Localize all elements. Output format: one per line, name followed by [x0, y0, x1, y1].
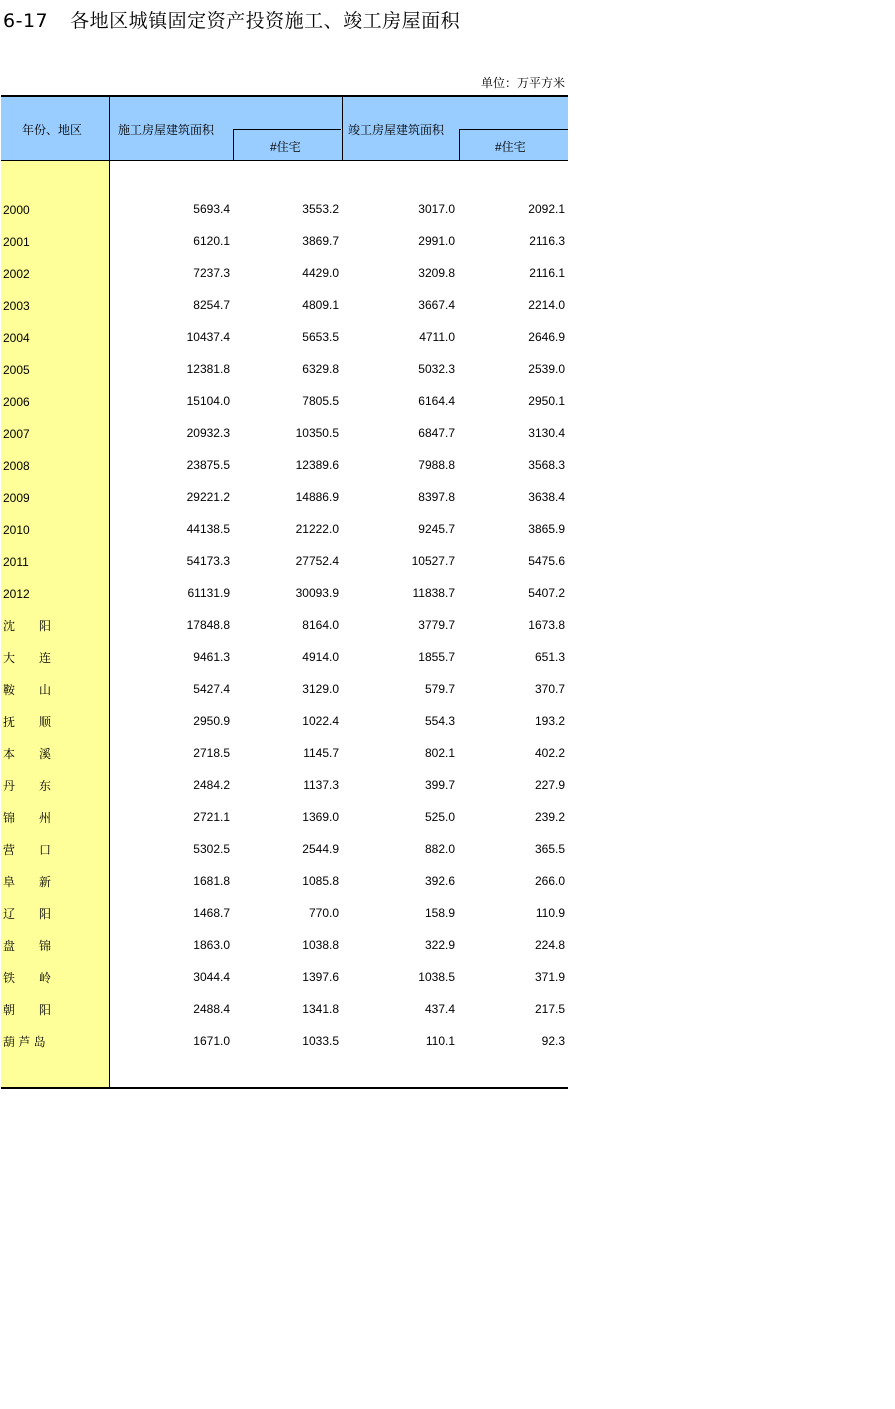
row-value-v2: 27752.4	[295, 554, 339, 568]
row-value-v3: 579.7	[424, 682, 455, 696]
row-value-v3: 8397.8	[418, 490, 455, 504]
row-value-v1: 2488.4	[193, 1002, 230, 1016]
table-title	[3, 6, 460, 33]
row-value-v3: 882.0	[424, 842, 455, 856]
row-value-v3: 525.0	[424, 810, 455, 824]
row-value-v3: 10527.7	[411, 554, 455, 568]
row-label: 2008	[3, 459, 30, 473]
row-value-v4: 2646.9	[528, 330, 565, 344]
row-value-v1: 3044.4	[193, 970, 230, 984]
row-value-v2: 7805.5	[302, 394, 339, 408]
row-value-v2: 4914.0	[302, 650, 339, 664]
row-label: 2005	[3, 363, 30, 377]
row-value-v2: 1145.7	[303, 746, 339, 760]
row-value-v4: 193.2	[534, 714, 565, 728]
row-label: 朝 阳	[3, 1003, 52, 1017]
row-value-v3: 399.7	[424, 778, 455, 792]
row-value-v1: 2721.1	[193, 810, 230, 824]
row-value-v2: 30093.9	[295, 586, 339, 600]
row-value-v1: 17848.8	[186, 618, 230, 632]
row-value-v3: 3209.8	[418, 266, 455, 280]
row-value-v2: 1038.8	[302, 938, 339, 952]
row-label: 2004	[3, 331, 30, 345]
row-label: 鞍 山	[3, 683, 52, 697]
row-value-v2: 5653.5	[302, 330, 339, 344]
row-value-v2: 770.0	[308, 906, 339, 920]
row-label: 抚 顺	[3, 715, 52, 729]
row-value-v4: 1673.8	[528, 618, 565, 632]
row-value-v3: 9245.7	[418, 522, 455, 536]
row-value-v1: 7237.3	[193, 266, 230, 280]
row-value-v3: 554.3	[424, 714, 455, 728]
table-number: 6-17	[3, 10, 49, 32]
unit-label: 单位：万平方米	[480, 76, 565, 90]
row-label: 2001	[3, 235, 30, 249]
row-value-v3: 1038.5	[418, 970, 455, 984]
table-title-text: 各地区城镇固定资产投资施工、竣工房屋面积	[70, 10, 461, 32]
row-value-v1: 1468.7	[193, 906, 230, 920]
row-label: 铁 岭	[3, 971, 52, 985]
row-value-v3: 3779.7	[418, 618, 455, 632]
row-value-v1: 61131.9	[187, 586, 230, 600]
row-value-v4: 3568.3	[528, 458, 565, 472]
row-value-v4: 266.0	[534, 874, 565, 888]
header-col1-sub: #住宅	[270, 140, 301, 154]
sub-header-rule-1	[233, 129, 341, 130]
row-value-v4: 2092.1	[528, 202, 565, 216]
row-value-v3: 110.1	[425, 1034, 455, 1048]
row-value-v2: 3129.0	[302, 682, 339, 696]
row-label: 辽 阳	[3, 907, 52, 921]
row-value-v3: 6164.4	[418, 394, 455, 408]
row-value-v2: 1085.8	[302, 874, 339, 888]
row-value-v4: 5407.2	[528, 586, 565, 600]
row-value-v4: 402.2	[534, 746, 565, 760]
row-label: 2006	[3, 395, 30, 409]
row-label: 2010	[3, 523, 30, 537]
row-value-v4: 3865.9	[528, 522, 565, 536]
row-value-v4: 92.3	[541, 1034, 565, 1048]
row-value-v2: 3869.7	[302, 234, 339, 248]
row-value-v4: 2539.0	[528, 362, 565, 376]
stub-divider	[109, 96, 110, 1088]
row-value-v3: 7988.8	[418, 458, 455, 472]
row-value-v1: 15104.0	[186, 394, 230, 408]
row-label: 锦 州	[3, 811, 52, 825]
row-label: 2002	[3, 267, 30, 281]
row-value-v3: 158.9	[424, 906, 455, 920]
header-stub: 年份、地区	[22, 123, 83, 137]
row-value-v3: 392.6	[424, 874, 455, 888]
header-col1: 施工房屋建筑面积	[118, 123, 215, 137]
row-value-v2: 12389.6	[295, 458, 339, 472]
row-value-v4: 5475.6	[528, 554, 565, 568]
row-value-v2: 10350.5	[295, 426, 339, 440]
row-value-v4: 3638.4	[528, 490, 565, 504]
row-value-v2: 1341.8	[302, 1002, 339, 1016]
sub-divider-1	[233, 129, 234, 160]
row-value-v3: 4711.0	[419, 330, 455, 344]
row-label: 丹 东	[3, 779, 52, 793]
row-value-v1: 29221.2	[186, 490, 230, 504]
sub-divider-2	[459, 129, 460, 160]
row-label: 2000	[3, 203, 30, 217]
row-label: 2007	[3, 427, 30, 441]
row-value-v1: 9461.3	[193, 650, 230, 664]
row-value-v3: 6847.7	[418, 426, 455, 440]
row-label: 2009	[3, 491, 30, 505]
row-label: 葫 芦 岛	[3, 1035, 46, 1049]
bottom-rule	[1, 1087, 568, 1089]
row-value-v1: 1681.8	[193, 874, 230, 888]
row-value-v3: 3667.4	[418, 298, 455, 312]
row-value-v3: 2991.0	[418, 234, 455, 248]
header-col2-sub: #住宅	[495, 140, 526, 154]
row-value-v4: 227.9	[534, 778, 565, 792]
row-value-v1: 54173.3	[186, 554, 230, 568]
row-value-v3: 1855.7	[418, 650, 455, 664]
header-bottom-rule	[1, 160, 568, 161]
row-value-v1: 2950.9	[193, 714, 230, 728]
row-value-v2: 21222.0	[295, 522, 339, 536]
row-value-v2: 1369.0	[302, 810, 339, 824]
row-label: 2011	[3, 555, 29, 569]
row-value-v2: 3553.2	[302, 202, 339, 216]
row-value-v1: 1863.0	[193, 938, 230, 952]
top-rule	[1, 95, 568, 97]
row-value-v3: 3017.0	[418, 202, 455, 216]
row-value-v4: 110.9	[535, 906, 565, 920]
row-value-v1: 8254.7	[193, 298, 230, 312]
row-value-v1: 10437.4	[186, 330, 230, 344]
sub-header-rule-2	[459, 129, 568, 130]
row-value-v1: 5693.4	[193, 202, 230, 216]
row-label: 2003	[3, 299, 30, 313]
row-value-v4: 370.7	[534, 682, 565, 696]
row-value-v1: 20932.3	[186, 426, 230, 440]
row-label: 盘 锦	[3, 939, 52, 953]
row-value-v2: 8164.0	[302, 618, 339, 632]
row-value-v4: 2116.3	[529, 234, 565, 248]
row-value-v1: 23875.5	[186, 458, 230, 472]
row-label: 营 口	[3, 843, 52, 857]
row-value-v4: 365.5	[534, 842, 565, 856]
row-value-v4: 3130.4	[528, 426, 565, 440]
row-value-v1: 5427.4	[193, 682, 230, 696]
row-value-v2: 4809.1	[302, 298, 339, 312]
row-value-v2: 1022.4	[302, 714, 339, 728]
row-value-v3: 437.4	[424, 1002, 455, 1016]
group-divider	[342, 96, 343, 160]
row-value-v4: 224.8	[534, 938, 565, 952]
row-value-v2: 6329.8	[302, 362, 339, 376]
row-value-v1: 12381.8	[186, 362, 230, 376]
row-value-v1: 2484.2	[193, 778, 230, 792]
row-label: 大 连	[3, 651, 52, 665]
row-value-v4: 371.9	[534, 970, 565, 984]
row-value-v1: 44138.5	[186, 522, 230, 536]
row-value-v3: 802.1	[424, 746, 455, 760]
row-value-v2: 4429.0	[302, 266, 339, 280]
row-value-v1: 1671.0	[193, 1034, 230, 1048]
row-label: 沈 阳	[3, 619, 52, 633]
row-value-v4: 2950.1	[528, 394, 565, 408]
row-value-v1: 2718.5	[193, 746, 230, 760]
row-value-v2: 1397.6	[302, 970, 339, 984]
row-value-v4: 2116.1	[529, 266, 565, 280]
row-value-v2: 2544.9	[302, 842, 339, 856]
row-value-v4: 651.3	[534, 650, 565, 664]
row-label: 本 溪	[3, 747, 52, 761]
row-value-v2: 1137.3	[303, 778, 339, 792]
row-value-v4: 239.2	[534, 810, 565, 824]
header-col2: 竣工房屋建筑面积	[348, 123, 445, 137]
row-value-v1: 6120.1	[193, 234, 230, 248]
row-value-v3: 322.9	[424, 938, 455, 952]
row-label: 2012	[3, 587, 30, 601]
row-value-v1: 5302.5	[193, 842, 230, 856]
row-label: 阜 新	[3, 875, 52, 889]
row-value-v3: 5032.3	[418, 362, 455, 376]
row-value-v2: 14886.9	[295, 490, 339, 504]
row-value-v2: 1033.5	[302, 1034, 339, 1048]
row-value-v4: 217.5	[534, 1002, 565, 1016]
row-value-v3: 11838.7	[412, 586, 455, 600]
row-value-v4: 2214.0	[528, 298, 565, 312]
